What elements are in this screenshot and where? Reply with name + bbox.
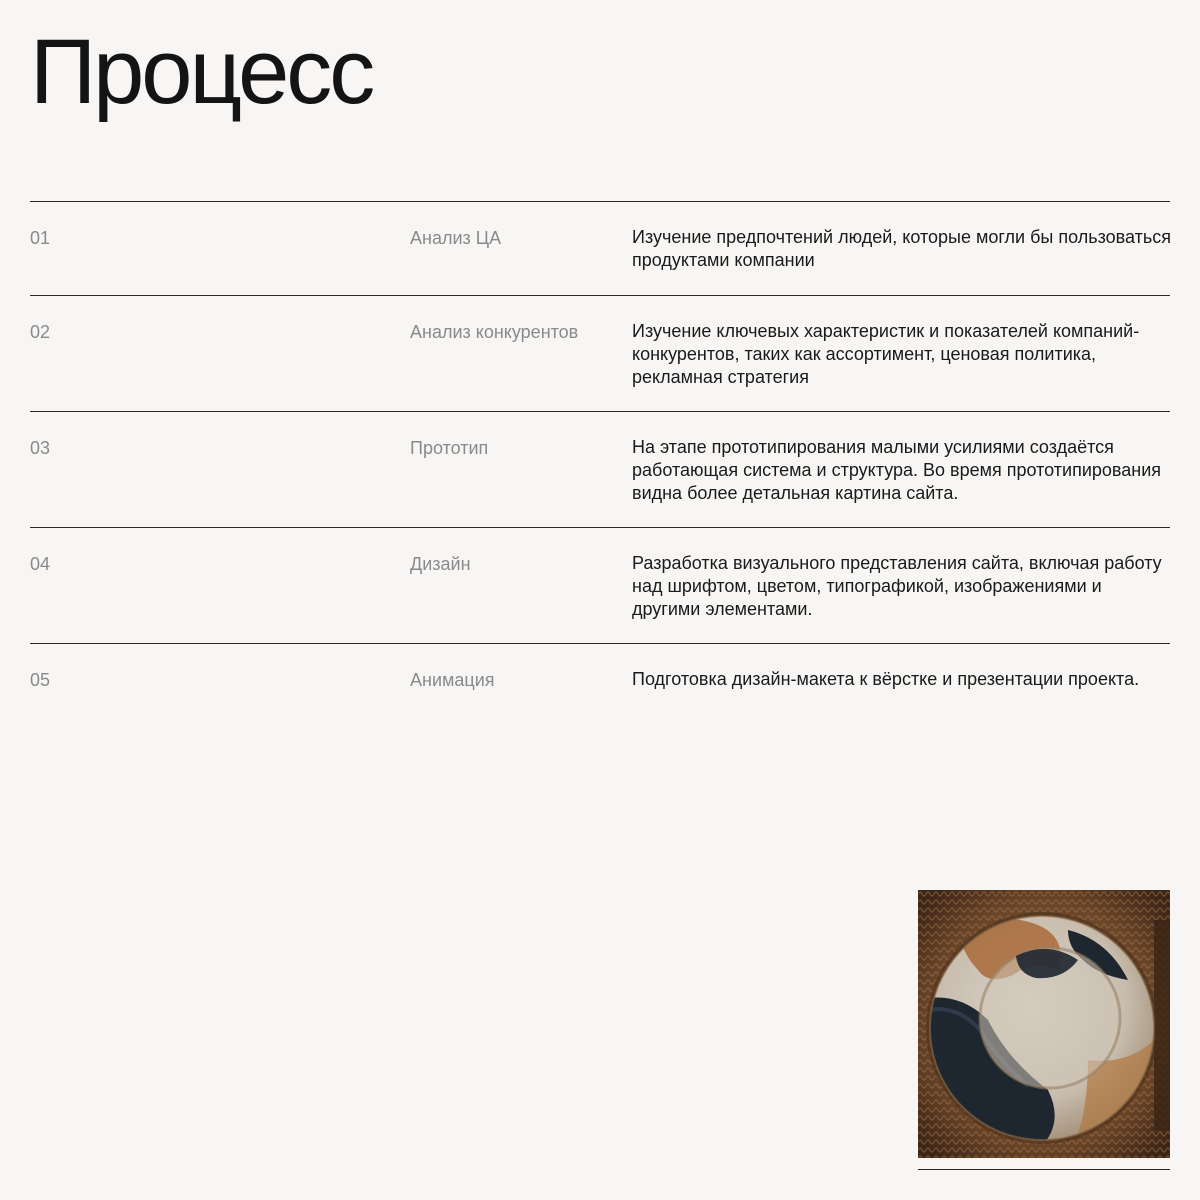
step-row-05 (30, 643, 1170, 737)
step-number: 04 (30, 554, 51, 574)
ceramic-plate-image (918, 890, 1170, 1158)
step-row-03 (30, 411, 1170, 527)
step-name: Дизайн (410, 554, 471, 574)
step-row-02 (30, 295, 1170, 411)
step-description: Изучение ключевых характеристик и показателей компаний-конкурентов, таких как ассортимент, ценовая политика, рекламная стратегия (632, 321, 1140, 387)
step-row-01 (30, 201, 1170, 295)
process-steps-list (30, 201, 1170, 737)
page-title: Процесс (30, 21, 373, 123)
ceramic-plate-photo (918, 890, 1170, 1158)
step-name: Прототип (410, 438, 489, 458)
step-description: На этапе прототипирования малыми усилиями создаётся работающая система и структура. Во время прототипирования видна более детальная картина сайта. (632, 437, 1162, 503)
step-description: Подготовка дизайн-макета к вёрстке и презентации проекта. (632, 669, 1140, 689)
step-number: 02 (30, 322, 51, 342)
step-number: 05 (30, 670, 51, 690)
step-number: 03 (30, 438, 51, 458)
step-number: 01 (30, 228, 51, 248)
step-row-04 (30, 527, 1170, 643)
step-description: Изучение предпочтений людей, которые могли бы пользоваться продуктами компании (632, 227, 1171, 270)
step-name: Анализ ЦА (410, 228, 502, 248)
step-description: Разработка визуального представления сайта, включая работу над шрифтом, цветом, типографикой, изображениями и другими элементами. (632, 553, 1162, 619)
step-name: Анализ конкурентов (410, 322, 579, 342)
step-name: Анимация (410, 670, 495, 690)
photo-divider (918, 1169, 1170, 1170)
